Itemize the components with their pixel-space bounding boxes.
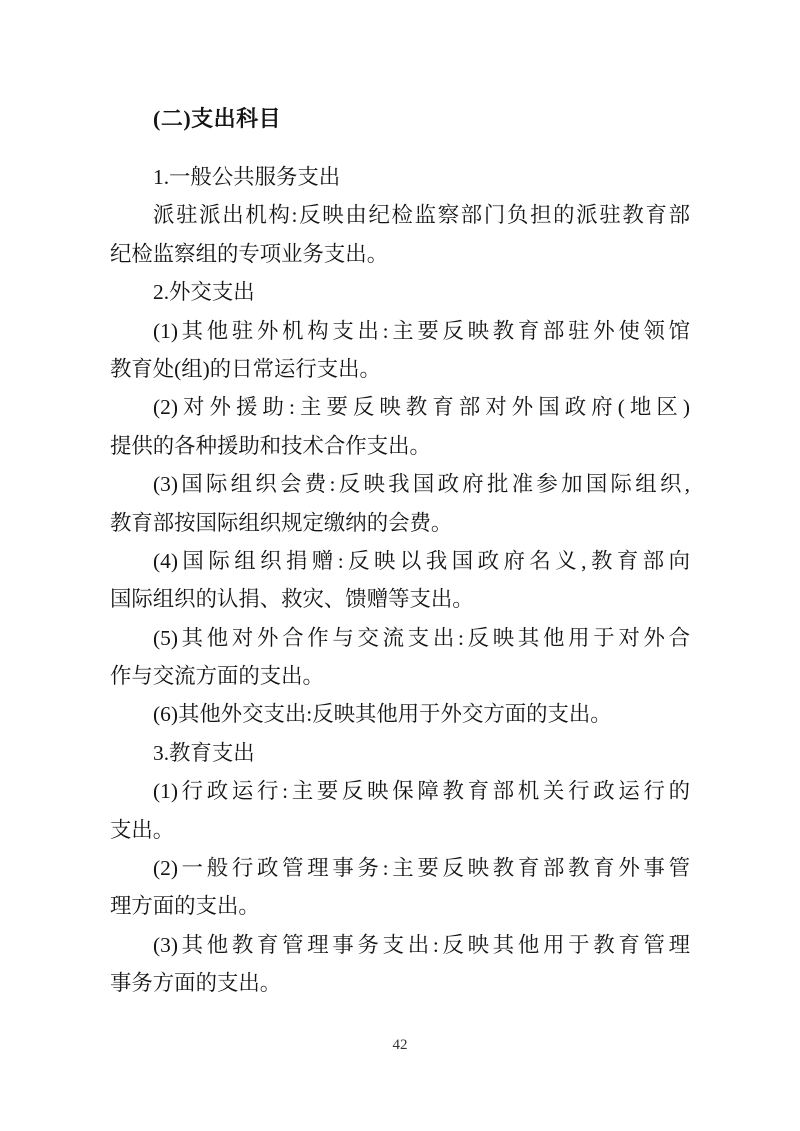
text-line: (1)其他驻外机构支出:主要反映教育部驻外使领馆 bbox=[153, 318, 690, 343]
page-number: 42 bbox=[392, 1037, 408, 1053]
text-line: 3.教育支出 bbox=[153, 740, 255, 765]
text-line: 事务方面的支出。 bbox=[110, 971, 282, 996]
text-line: (4)国际组织捐赠:反映以我国政府名义,教育部向 bbox=[153, 548, 690, 573]
text-line: 理方面的支出。 bbox=[110, 894, 260, 919]
text-line: (6)其他外交支出:反映其他用于外交方面的支出。 bbox=[153, 702, 612, 727]
text-line: 支出。 bbox=[110, 817, 175, 842]
text-line: 教育处(组)的日常运行支出。 bbox=[110, 356, 381, 381]
text-line: 2.外交支出 bbox=[153, 280, 255, 305]
text-line: (2)一般行政管理事务:主要反映教育部教育外事管 bbox=[153, 856, 690, 881]
text-line: 国际组织的认捐、救灾、馈赠等支出。 bbox=[110, 587, 474, 612]
text-line: 教育部按国际组织规定缴纳的会费。 bbox=[110, 510, 453, 535]
text-line: 提供的各种援助和技术合作支出。 bbox=[110, 433, 431, 458]
text-line: 作与交流方面的支出。 bbox=[110, 664, 324, 689]
section-heading: (二)支出科目 bbox=[153, 106, 282, 131]
document-body bbox=[110, 158, 690, 1003]
text-line: (5)其他对外合作与交流支出:反映其他用于对外合 bbox=[153, 625, 690, 650]
text-line: (2)对外援助:主要反映教育部对外国政府(地区) bbox=[153, 395, 690, 420]
text-line: (1)行政运行:主要反映保障教育部机关行政运行的 bbox=[153, 779, 690, 804]
text-line: 纪检监察组的专项业务支出。 bbox=[110, 241, 389, 266]
text-line: (3)其他教育管理事务支出:反映其他用于教育管理 bbox=[153, 932, 690, 957]
text-line: 派驻派出机构:反映由纪检监察部门负担的派驻教育部 bbox=[153, 203, 690, 228]
text-line: 1.一般公共服务支出 bbox=[153, 165, 341, 189]
text-line: (3)国际组织会费:反映我国政府批准参加国际组织, bbox=[153, 472, 690, 497]
